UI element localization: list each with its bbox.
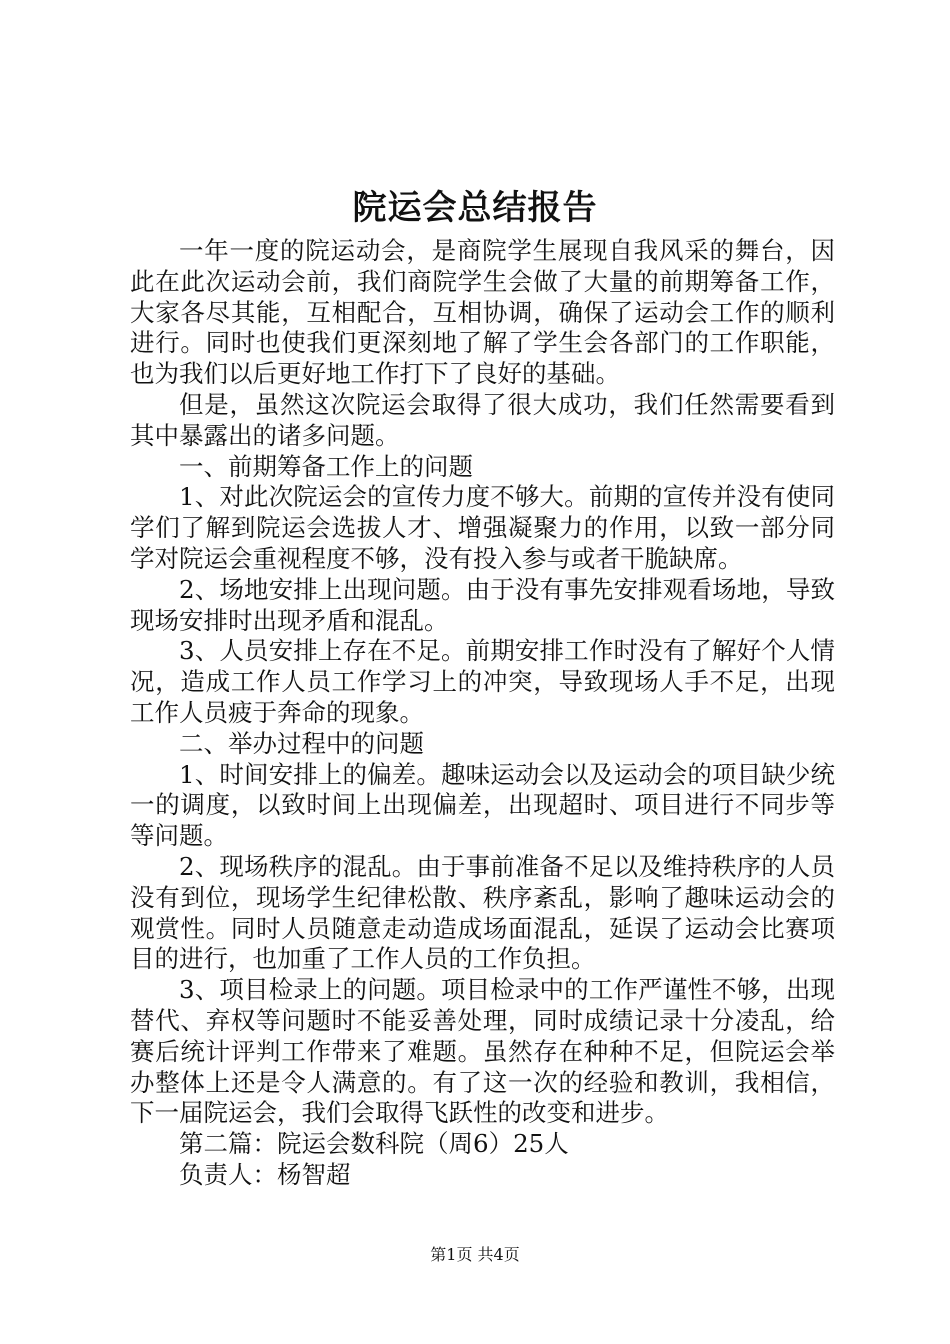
- page-number-footer: 第1页 共4页: [430, 1245, 520, 1264]
- paragraph-checkin: 3、项目检录上的问题。项目检录中的工作严谨性不够，出现替代、弃权等问题时不能妥善处理，同时成绩记录十分凌乱，给赛后统计评判工作带来了难题。虽然存在种种不足，但院运会举办整体上还是令人满意的。有了这一次的经验和教训，我相信，下一届院运会，我们会取得飞跃性的改变和进步。: [130, 975, 835, 1128]
- document-title: 院运会总结报告: [352, 188, 598, 228]
- section-heading-process: 二、举办过程中的问题: [179, 728, 424, 758]
- paragraph-staffing: 3、人员安排上存在不足。前期安排工作时没有了解好个人情况，造成工作人员工作学习上的冲突，导致现场人手不足，出现工作人员疲于奔命的现象。: [130, 636, 835, 727]
- paragraph-order: 2、现场秩序的混乱。由于事前准备不足以及维持秩序的人员没有到位，现场学生纪律松散、秩序紊乱，影响了趣味运动会的观赏性。同时人员随意走动造成场面混乱，延误了运动会比赛项目的进行，也加重了工作人员的工作负担。: [130, 851, 835, 974]
- section-heading-preparation: 一、前期筹备工作上的问题: [179, 451, 473, 481]
- document-body: [130, 236, 835, 1191]
- paragraph-second-part: 第二篇：院运会数科院（周6）25人: [179, 1129, 569, 1159]
- paragraph-problems-intro: 但是，虽然这次院运会取得了很大成功，我们任然需要看到其中暴露出的诸多问题。: [130, 389, 835, 450]
- paragraph-person-in-charge: 负责人：杨智超: [179, 1159, 351, 1189]
- paragraph-venue: 2、场地安排上出现问题。由于没有事先安排观看场地，导致现场安排时出现矛盾和混乱。: [130, 574, 835, 635]
- paragraph-intro: 一年一度的院运动会，是商院学生展现自我风采的舞台，因此在此次运动会前，我们商院学生会做了大量的前期筹备工作，大家各尽其能，互相配合，互相协调，确保了运动会工作的顺利进行。同时也使我们更深刻地了解了学生会各部门的工作职能，也为我们以后更好地工作打下了良好的基础。: [130, 236, 835, 389]
- paragraph-schedule: 1、时间安排上的偏差。趣味运动会以及运动会的项目缺少统一的调度，以致时间上出现偏差，出现超时、项目进行不同步等等问题。: [130, 759, 835, 851]
- paragraph-publicity: 1、对此次院运会的宣传力度不够大。前期的宣传并没有使同学们了解到院运会选拔人才、增强凝聚力的作用，以致一部分同学对院运会重视程度不够，没有投入参与或者干脆缺席。: [130, 482, 835, 573]
